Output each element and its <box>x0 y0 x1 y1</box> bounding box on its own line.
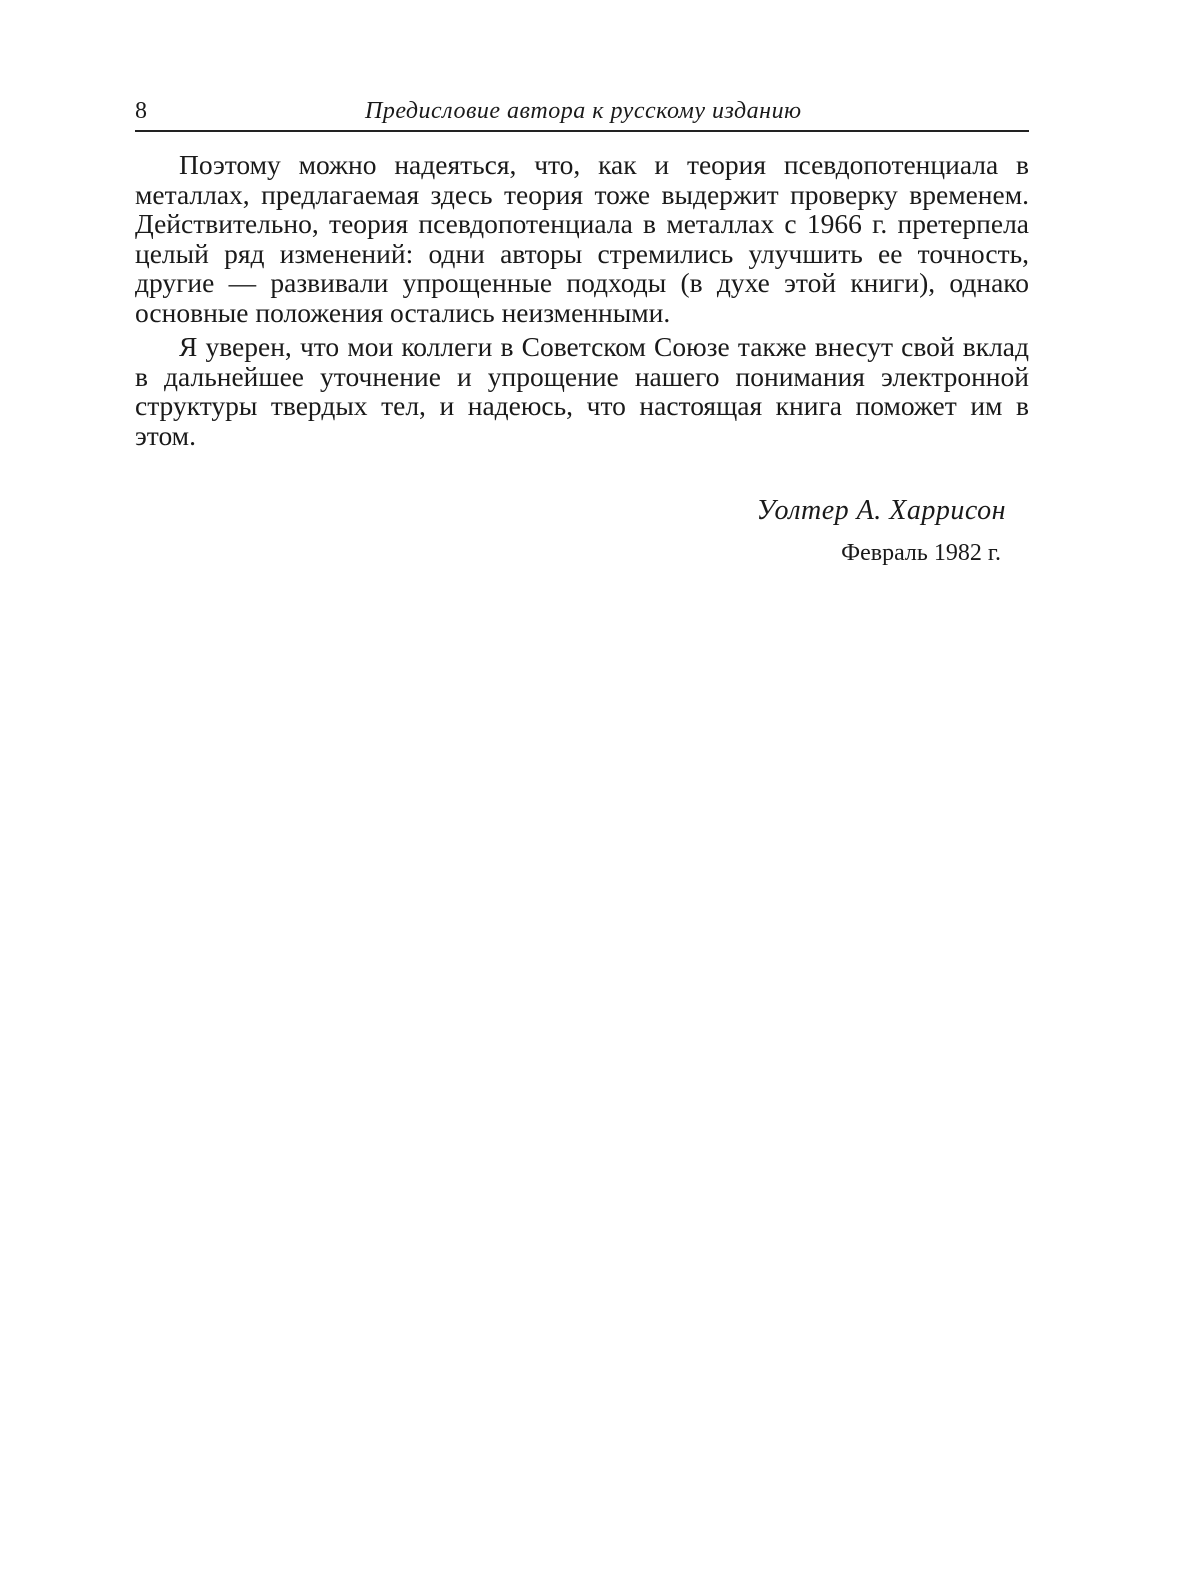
paragraph: Поэтому можно надеяться, что, как и теория псевдопотенциала в металлах, предлагаемая здесь теория тоже выдержит проверку временем. Действительно, теория псевдопотенциала в металлах с 1966 г. претерпела целый ряд изменений: одни авторы стремились улучшить ее точность, другие — развивали упрощенные подходы (в духе этой книги), однако основные положения остались неизменными. <box>135 149 1029 328</box>
page-number: 8 <box>135 98 147 124</box>
body-text <box>135 150 1029 450</box>
signature-date: Февраль 1982 г. <box>841 540 1001 566</box>
running-header-title: Предисловие автора к русскому изданию <box>365 98 802 124</box>
paragraph: Я уверен, что мои коллеги в Советском Союзе также внесут свой вклад в дальнейшее уточнение и упрощение нашего понимания электронной структуры твердых тел, и надеюсь, что настоящая книга поможет им в этом. <box>135 331 1029 451</box>
author-signature: Уолтер А. Харрисон <box>756 495 1006 526</box>
running-header <box>135 96 1029 132</box>
